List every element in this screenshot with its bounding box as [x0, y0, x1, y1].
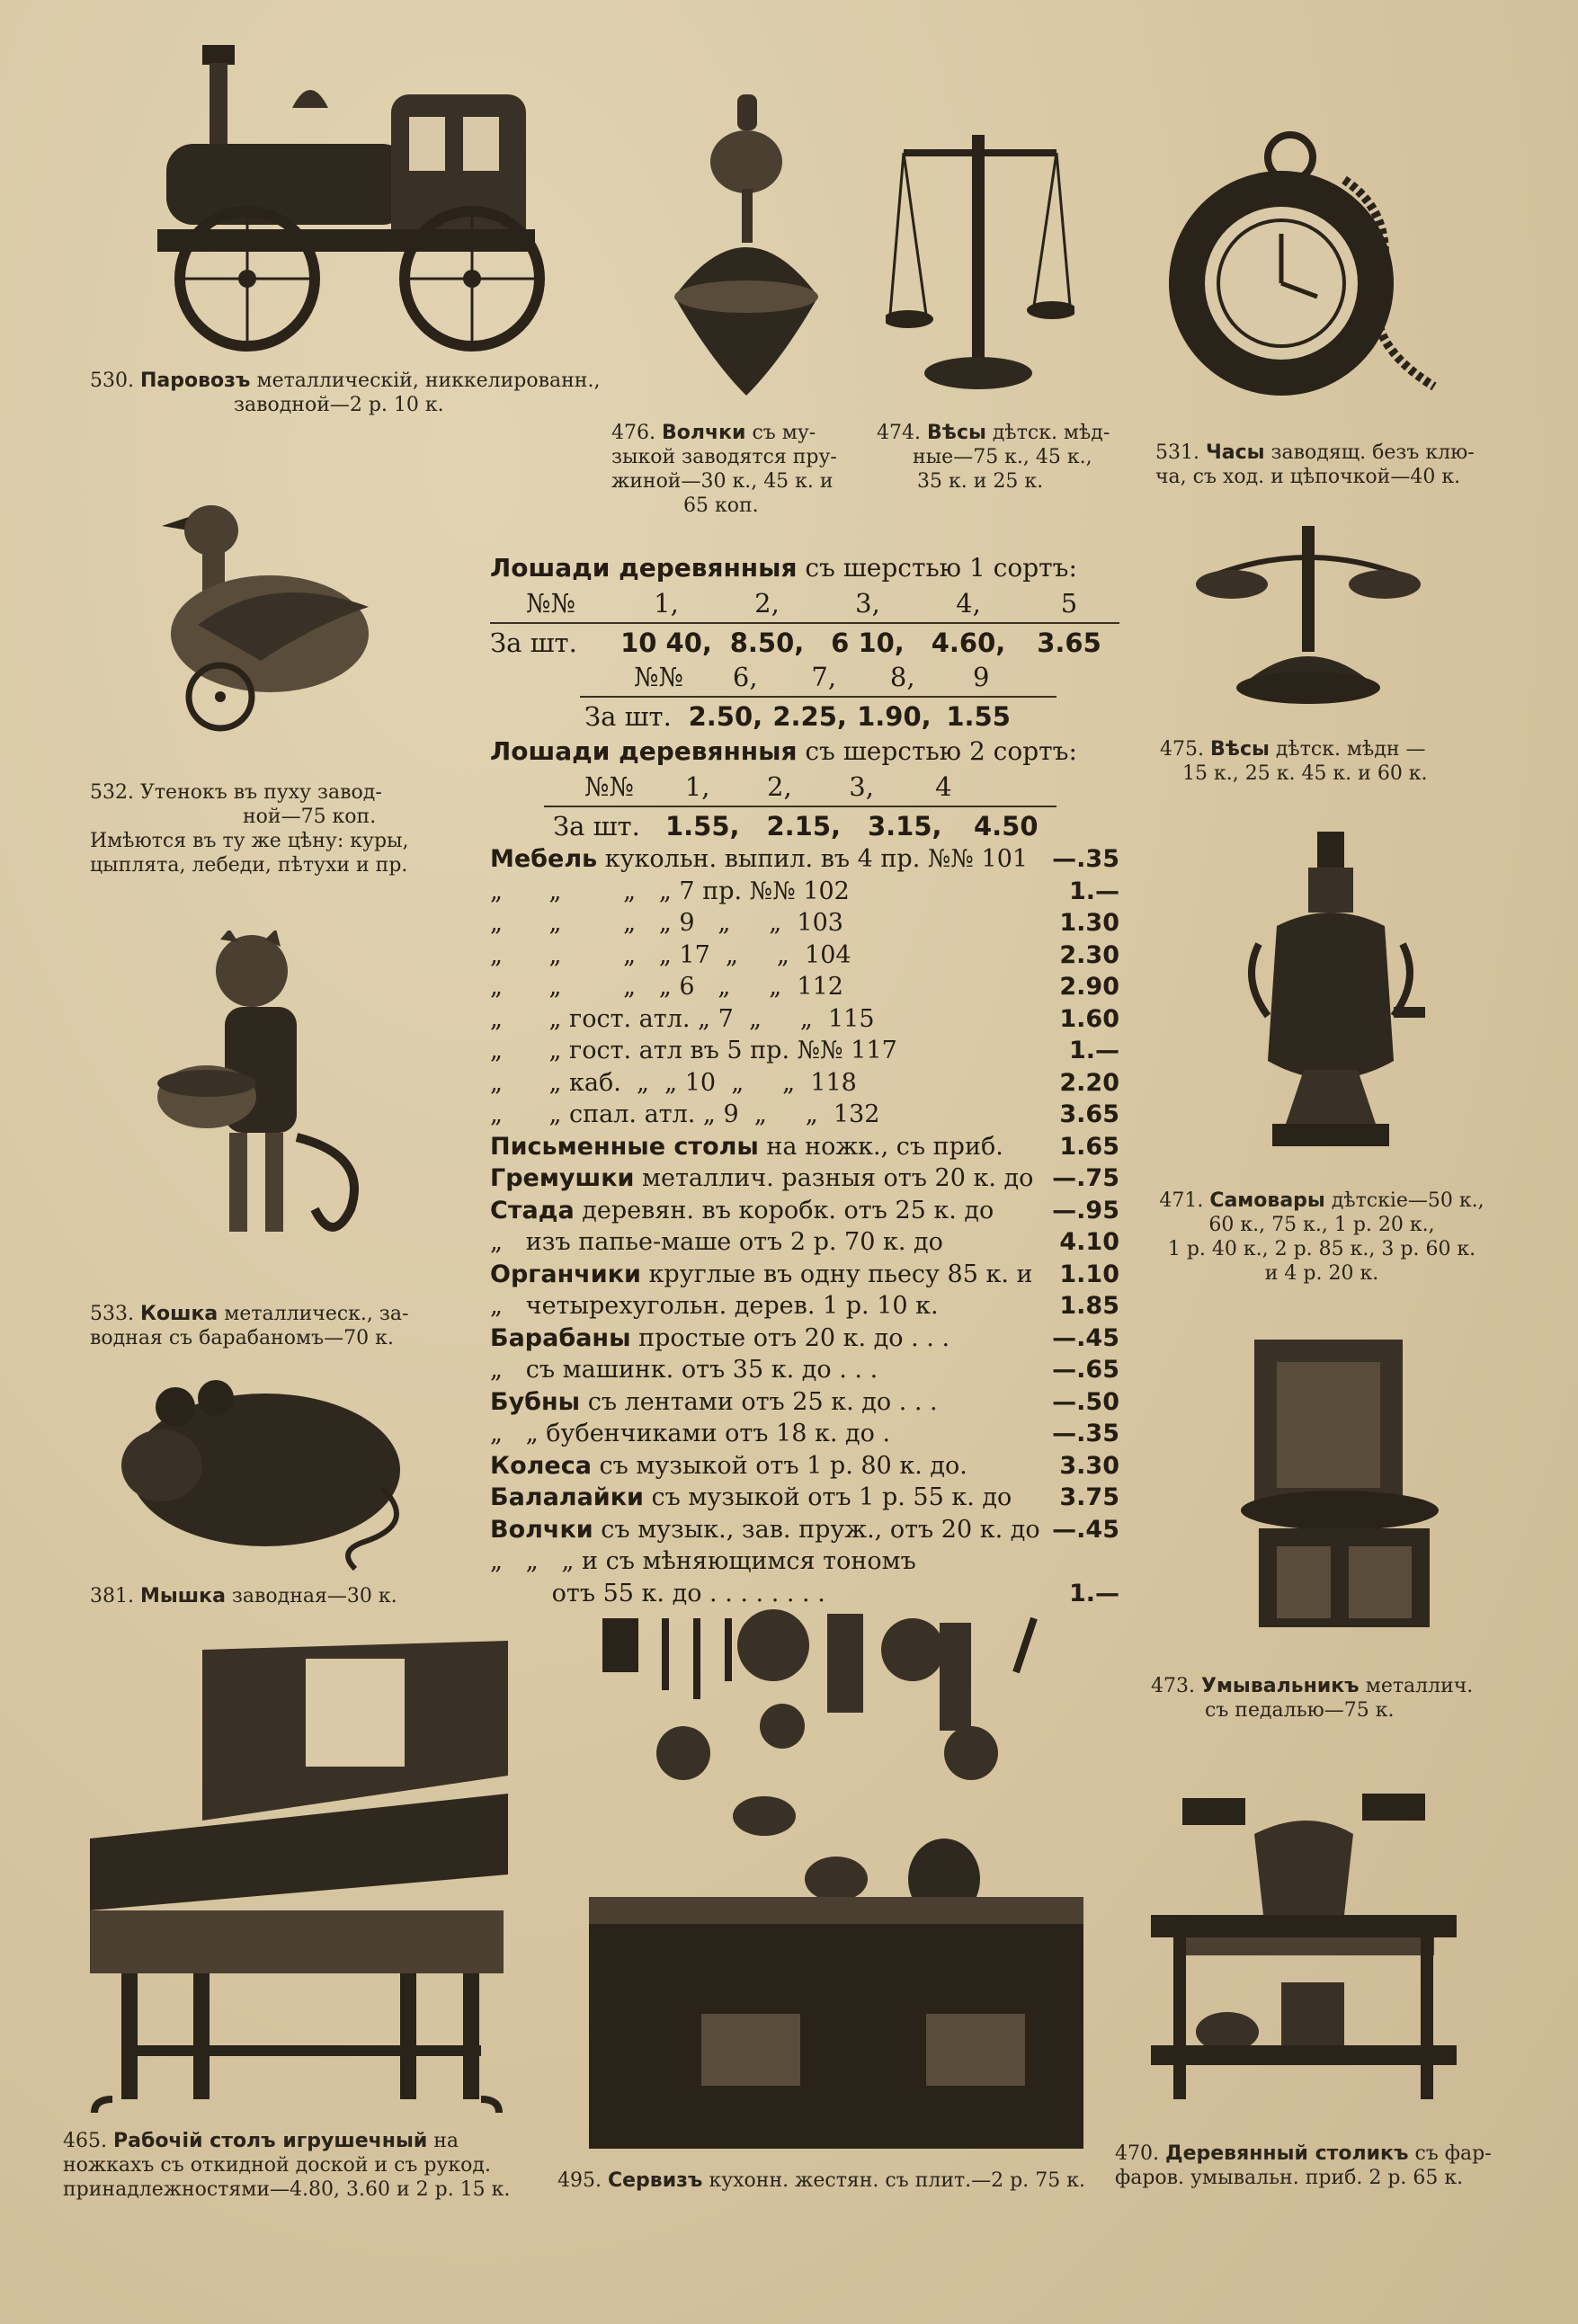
price-row-desc: „ „ бубенчиками отъ 18 к. до .: [490, 1420, 891, 1447]
price-row-price: 3.30: [1059, 1451, 1119, 1480]
price-row-desc: деревян. въ коробк. отъ 25 к. до: [574, 1196, 994, 1224]
item-476-caption: 476. Волчки съ му- зыкой заводятся пру- жиной—30 к., 45 к. и 65 коп.: [611, 422, 837, 517]
price-row-price: —.45: [1052, 1515, 1119, 1544]
price-row-desc: „ „ „ „ 17 „ „ 104: [490, 940, 851, 969]
horses-1-numbers: №№ 1, 2, 3, 4, 5: [526, 588, 1078, 619]
horses-1-prices: За шт. 10 40, 8.50, 6 10, 4.60, 3.65: [490, 628, 1101, 658]
price-row-desc: „ изъ папье-маше отъ 2 р. 70 к. до: [490, 1228, 943, 1256]
price-row-desc: „ „ гост. атл въ 5 пр. №№ 117: [490, 1037, 897, 1064]
price-row: [490, 1259, 1119, 1291]
price-row: [490, 1162, 1119, 1195]
spinning-top-illustration: [656, 90, 836, 414]
price-row-desc: „ „ „ и съ мѣняющимся тономъ: [490, 1547, 916, 1575]
price-row: [490, 1418, 1119, 1450]
price-row-desc: „ съ машинк. отъ 35 к. до . . .: [490, 1356, 878, 1384]
price-list: [490, 550, 1119, 1609]
price-row: [490, 1450, 1119, 1483]
price-row-price: —.35: [1052, 845, 1119, 873]
cat-drummer-illustration: [153, 930, 378, 1250]
price-row-desc: „ „ „ „ 7 пр. №№ 102: [490, 877, 850, 905]
work-table-illustration: [85, 1641, 517, 2117]
price-row-desc: съ музык., зав. пруж., отъ 20 к. до: [593, 1515, 1040, 1544]
price-row: [490, 843, 1119, 876]
price-row-desc: на ножк., съ приб.: [758, 1132, 1003, 1161]
washstand-illustration: [1241, 1335, 1448, 1636]
price-row: [490, 1514, 1119, 1546]
price-row-name: Волчки: [490, 1515, 593, 1544]
price-row-desc: металлич. разныя отъ 20 к. до: [634, 1164, 1034, 1192]
horses-2-prices: За шт. 1.55, 2.15, 3.15, 4.50: [553, 811, 1039, 841]
price-row: [490, 1290, 1119, 1322]
pocket-watch-illustration: [1164, 126, 1452, 414]
price-row: [490, 1067, 1119, 1100]
price-row-name: Барабаны: [490, 1323, 631, 1352]
price-row: [490, 1195, 1119, 1227]
duckling-illustration: [144, 490, 378, 733]
price-row-price: 1.85: [1059, 1292, 1119, 1320]
price-row-name: Бубны: [490, 1387, 581, 1416]
price-row-name: Колеса: [490, 1451, 592, 1480]
item-531-caption: 531. Часы заводящ. безъ клю- ча, съ ход. и цѣпочкой—40 к.: [1155, 441, 1475, 488]
scales-illustration: [886, 99, 1074, 396]
price-row-price: 3.75: [1059, 1483, 1119, 1511]
price-row: [490, 1545, 1119, 1578]
price-row-desc: съ музыкой отъ 1 р. 55 к. до: [643, 1483, 1012, 1511]
item-475-caption: 475. Вѣсы дѣтск. мѣдн — 15 к., 25 к. 45 к. и 60 к.: [1160, 738, 1428, 785]
price-row-price: 1.10: [1059, 1260, 1119, 1288]
price-rows: [490, 843, 1119, 1609]
price-row: [490, 1035, 1119, 1067]
price-row-price: —.35: [1052, 1420, 1119, 1447]
price-row-name: Стада: [490, 1196, 575, 1224]
price-row: [490, 1322, 1119, 1355]
price-row-price: —.65: [1052, 1356, 1119, 1384]
horses-1-numbers-2: №№ 6, 7, 8, 9: [634, 662, 990, 692]
price-row-price: 1.—: [1068, 1579, 1119, 1607]
item-533-caption: 533. Кошка металлическ., за- водная съ барабаномъ—70 к.: [90, 1303, 409, 1349]
price-row-desc: „ четырехугольн. дерев. 1 р. 10 к.: [490, 1292, 939, 1320]
horses-1-prices-2: За шт. 2.50, 2.25, 1.90, 1.55: [584, 701, 1011, 732]
price-row-price: —.95: [1052, 1196, 1119, 1224]
price-row-price: 3.65: [1059, 1100, 1119, 1128]
item-381-caption: 381. Мышка заводная—30 к.: [90, 1585, 397, 1607]
item-473-caption: 473. Умывальникъ металлич. съ педалью—75 к.: [1151, 1675, 1474, 1722]
price-row-desc: „ „ спал. атл. „ 9 „ „ 132: [490, 1100, 880, 1128]
item-495-caption: 495. Сервизъ кухонн. жестян. съ плит.—2 р. 75 к.: [557, 2169, 1085, 2192]
item-474-caption: 474. Вѣсы дѣтск. мѣд- ные—75 к., 45 к., 35 к. и 25 к.: [877, 422, 1110, 493]
horses-2-numbers: №№ 1, 2, 3, 4: [584, 771, 952, 802]
price-row-desc: съ музыкой отъ 1 р. 80 к. до.: [591, 1451, 967, 1480]
item-530-caption: 530. Паровозъ металлическій, никкелированн., заводной—2 р. 10 к.: [90, 370, 601, 416]
locomotive-illustration: [139, 36, 571, 364]
price-row-price: —.75: [1052, 1164, 1119, 1192]
horses-2-title: Лошади деревянныя съ шерстью 2 сортъ:: [490, 736, 1077, 766]
price-row: [490, 876, 1119, 908]
price-row: [490, 939, 1119, 972]
price-row: [490, 1226, 1119, 1259]
price-row-price: —.45: [1052, 1323, 1119, 1352]
price-row: [490, 1482, 1119, 1514]
item-470-caption: 470. Деревянный столикъ съ фар- фаров. умывальн. приб. 2 р. 65 к.: [1115, 2142, 1492, 2189]
price-row-price: 2.30: [1059, 940, 1119, 969]
scales-small-illustration: [1196, 526, 1421, 706]
price-row: [490, 907, 1119, 939]
item-471-caption: 471. Самовары дѣтскіе—50 к., 60 к., 75 к., 1 р. 20 к., 1 р. 40 к., 2 р. 85 к., 3 р. 60 к. и 4 р. 20 к.: [1159, 1189, 1484, 1285]
price-row-price: 2.90: [1059, 973, 1119, 1001]
price-row-price: 1.—: [1068, 1037, 1119, 1064]
price-row-name: Мебель: [490, 845, 598, 873]
price-row: [490, 1578, 1119, 1610]
price-row-price: 1.—: [1068, 877, 1119, 905]
price-row-desc: „ „ „ „ 9 „ „ 103: [490, 909, 843, 937]
price-row-price: 1.30: [1059, 909, 1119, 937]
price-row-price: 4.10: [1059, 1228, 1119, 1256]
price-row-name: Органчики: [490, 1260, 641, 1288]
price-row-price: [1056, 1545, 1119, 1578]
price-row-price: —.50: [1052, 1387, 1119, 1416]
price-row-desc: „ „ гост. атл. „ 7 „ „ 115: [490, 1004, 875, 1033]
price-row-price: 1.65: [1059, 1132, 1119, 1161]
price-row-price: 2.20: [1059, 1068, 1119, 1097]
item-465-caption: 465. Рабочій столъ игрушечный на ножкахъ съ откидной доской и съ рукод. принадлежностями—4.80, 3.60 и 2 р. 15 к.: [63, 2130, 511, 2201]
price-row-desc: простые отъ 20 к. до . . .: [630, 1323, 950, 1352]
price-row: [490, 1386, 1119, 1419]
wooden-table-illustration: [1146, 1789, 1461, 2113]
price-row-name: Гремушки: [490, 1164, 635, 1192]
item-532-caption: 532. Утенокъ въ пуху завод- ной—75 коп. Имѣются въ ту же цѣну: куры, цыплята, лебеди, пѣтухи и пр.: [90, 781, 409, 877]
price-row: [490, 1003, 1119, 1036]
price-row-desc: отъ 55 к. до . . . . . . . .: [490, 1579, 825, 1607]
price-row: [490, 1354, 1119, 1386]
mouse-illustration: [112, 1371, 400, 1578]
price-row-price: 1.60: [1059, 1004, 1119, 1033]
price-row-desc: „ „ „ „ 6 „ „ 112: [490, 973, 843, 1001]
price-row-name: Балалайки: [490, 1483, 644, 1511]
price-row-desc: кукольн. выпил. въ 4 пр. №№ 101: [597, 845, 1029, 873]
price-row-name: Письменные столы: [490, 1132, 759, 1161]
samovar-illustration: [1241, 827, 1430, 1173]
price-row-desc: съ лентами отъ 25 к. до . . .: [580, 1387, 938, 1416]
price-row: [490, 1099, 1119, 1131]
kitchen-set-illustration: [575, 1609, 1097, 2158]
price-row-desc: „ „ каб. „ „ 10 „ „ 118: [490, 1068, 857, 1097]
price-row: [490, 971, 1119, 1003]
horses-1-title: Лошади деревянныя съ шерстью 1 сортъ:: [490, 553, 1077, 583]
price-row: [490, 1131, 1119, 1163]
price-row-desc: круглые въ одну пьесу 85 к. и: [640, 1260, 1033, 1288]
